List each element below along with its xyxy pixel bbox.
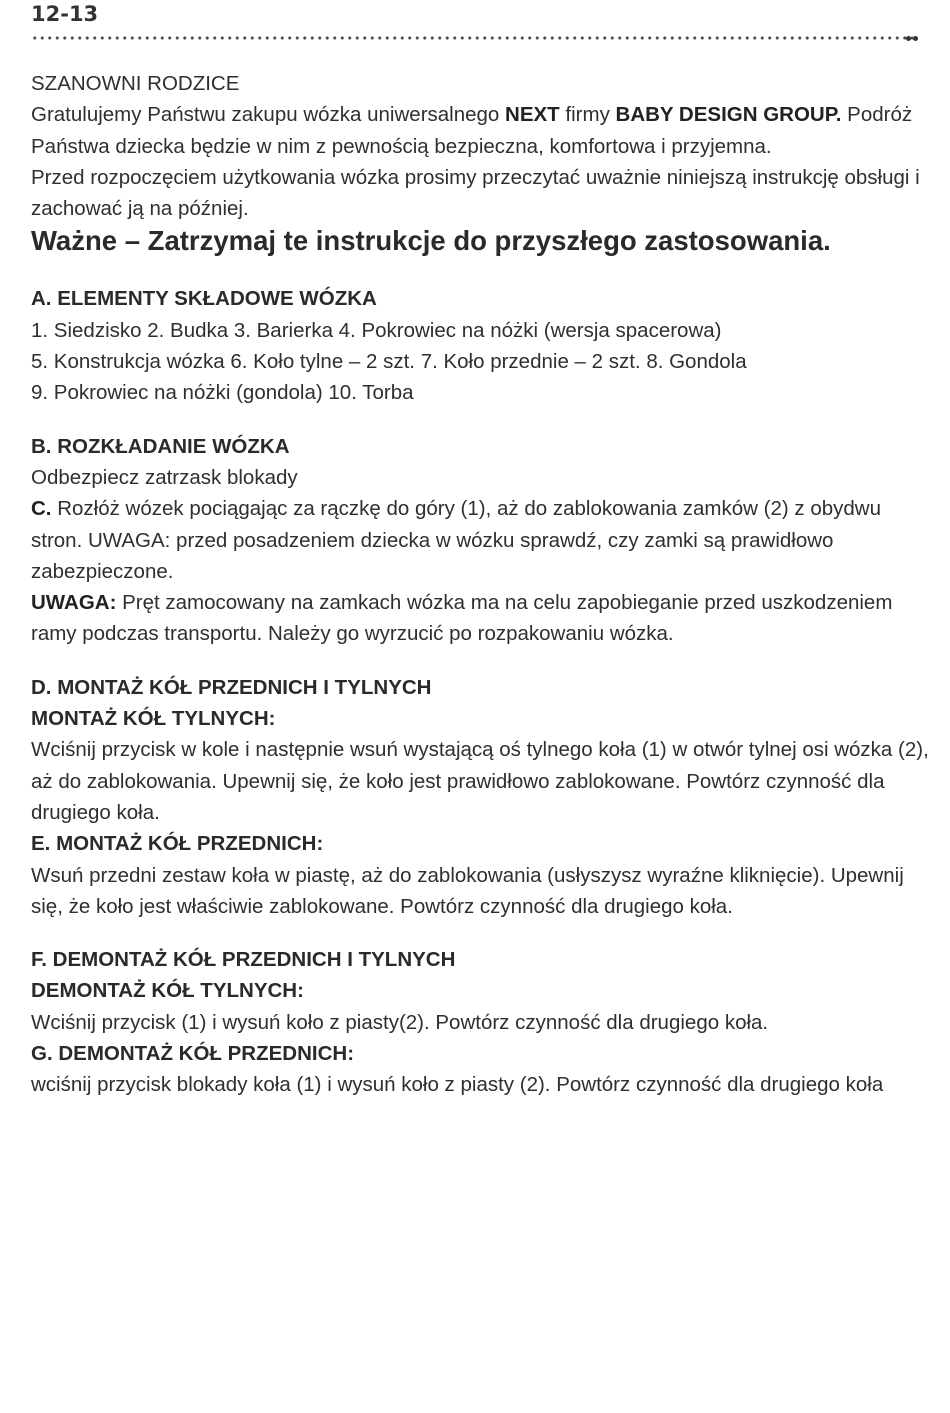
section-a-line: 9. Pokrowiec na nóżki (gondola) 10. Torba xyxy=(31,381,414,405)
intro-instructions-note: Przed rozpoczęciem użytkowania wózka prosimy przeczytać uważnie niniejszą instrukcję obsługi i zachować ją na później. xyxy=(31,165,920,221)
section-g-title: G. DEMONTAŻ KÓŁ PRZEDNICH: xyxy=(31,1042,355,1066)
section-b-text: Odbezpiecz zatrzask blokady xyxy=(31,465,298,489)
intro-salutation: SZANOWNI RODZICE xyxy=(31,72,240,95)
section-d-text: Wciśnij przycisk w kole i następnie wsuń wystającą oś tylnego koła (1) w otwór tylnej osi wózka (2), aż do zablokowania. Upewnij się, że koło jest prawidłowo zablokowane. Powtórz czynność dla drugiego koła. xyxy=(31,738,929,824)
dotted-divider xyxy=(31,36,913,40)
section-d-subtitle: MONTAŻ KÓŁ TYLNYCH: xyxy=(31,707,276,731)
intro-text: Podróż Państwa dziecka będzie w nim z pewnością bezpieczna, komfortowa i przyjemna. xyxy=(31,103,913,158)
section-f-title: F. DEMONTAŻ KÓŁ PRZEDNICH I TYLNYCH xyxy=(31,948,456,972)
page-number: 12-13 xyxy=(31,2,99,26)
intro-text: firmy xyxy=(559,103,616,127)
warning-paragraph xyxy=(31,587,931,650)
section-d-title: D. MONTAŻ KÓŁ PRZEDNICH I TYLNYCH xyxy=(31,675,432,699)
warning-text: Pręt zamocowany na zamkach wózka ma na celu zapobieganie przed uszkodzeniem ramy podczas transportu. Należy go wyrzucić po rozpakowaniu wózka. xyxy=(31,591,893,646)
intro-paragraph xyxy=(31,99,931,162)
divider-end-dots xyxy=(906,33,920,41)
important-heading: Ważne – Zatrzymaj te instrukcje do przyszłego zastosowania. xyxy=(31,225,831,257)
brand-model: NEXT xyxy=(505,103,560,127)
section-c-text: Rozłóż wózek pociągając za rączkę do góry (1), aż do zablokowania zamków (2) z obydwu stron. UWAGA: przed posadzeniem dziecka w wózku sprawdź, czy zamki są prawidłowo zabezpieczone. xyxy=(31,497,881,583)
section-a-line: 5. Konstrukcja wózka 6. Koło tylne – 2 szt. 7. Koło przednie – 2 szt. 8. Gondola xyxy=(31,350,747,374)
section-a-title: A. ELEMENTY SKŁADOWE WÓZKA xyxy=(31,287,377,311)
section-g-text: wciśnij przycisk blokady koła (1) i wysuń koło z piasty (2). Powtórz czynność dla drugiego koła xyxy=(31,1073,884,1097)
brand-company: BABY DESIGN GROUP. xyxy=(615,103,842,127)
section-c-label: C. xyxy=(31,497,52,521)
warning-label: UWAGA: xyxy=(31,591,117,615)
section-b-title: B. ROZKŁADANIE WÓZKA xyxy=(31,434,290,458)
section-c-paragraph xyxy=(31,493,931,587)
section-e-text: Wsuń przedni zestaw koła w piastę, aż do zablokowania (usłyszysz wyraźne kliknięcie). Upewnij się, że koło jest właściwie zablokowane. Powtórz czynność dla drugiego koła. xyxy=(31,863,904,918)
instruction-body xyxy=(31,68,931,1101)
section-e-title: E. MONTAŻ KÓŁ PRZEDNICH: xyxy=(31,832,324,856)
intro-text: Gratulujemy Państwu zakupu wózka uniwersalnego xyxy=(31,103,506,127)
section-a-line: 1. Siedzisko 2. Budka 3. Barierka 4. Pokrowiec na nóżki (wersja spacerowa) xyxy=(31,318,722,342)
section-f-subtitle: DEMONTAŻ KÓŁ TYLNYCH: xyxy=(31,979,304,1003)
section-f-text: Wciśnij przycisk (1) i wysuń koło z piasty(2). Powtórz czynność dla drugiego koła. xyxy=(31,1010,769,1034)
